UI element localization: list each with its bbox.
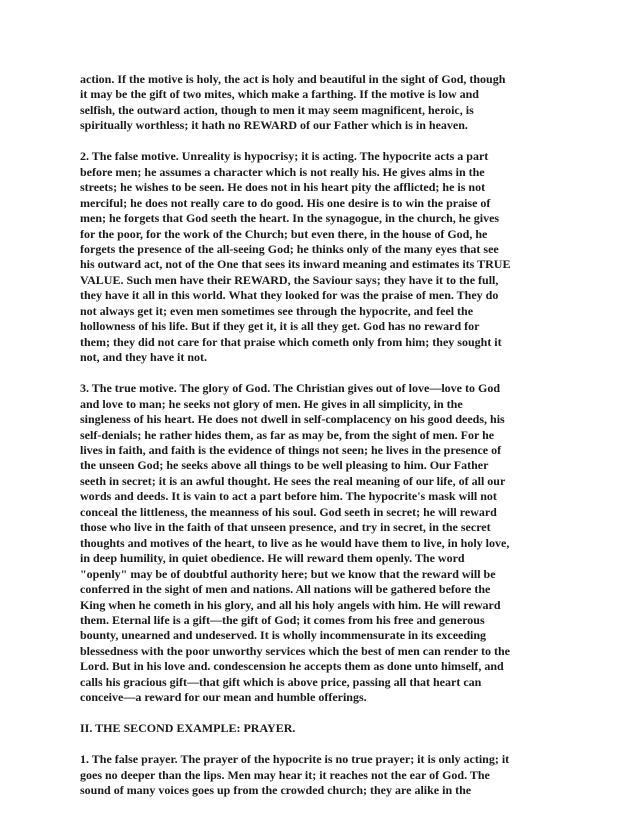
text-line: self-denials; he rather hides them, as far as may be, from the sight of men. For he [80,427,495,442]
text-line: before men; he assumes a character which is not really his. He gives alms in the [80,164,485,179]
text-line: "openly" may be of doubtful authority here; but we know that the reward will be [80,566,496,581]
paragraph-1 [80,72,560,134]
text-line: those who live in the faith of that unseen presence, and try in secret, in the secret [80,520,491,535]
text-line: conceive—a reward for our mean and humble offerings. [80,690,367,705]
text-line: King when he cometh in his glory, and all his holy angels with him. He will reward [80,597,501,612]
text-line: not always get it; even men sometimes see through the hypocrite, and feel the [80,303,474,318]
text-line: conferred in the sight of men and nations. All nations will be gathered before the [80,582,491,597]
text-line: and love to man; he seeks not glory of men. He gives in all simplicity, in the [80,396,463,411]
text-line: calls his gracious gift—that gift which is above price, passing all that heart can [80,674,482,689]
text-line: streets; he wishes to be seen. He does not in his heart pity the afflicted; he is not [80,180,486,195]
paragraph-false-motive [80,149,560,365]
paragraph-false-prayer [80,752,560,798]
text-line: goes no deeper than the lips. Men may hear it; it reaches not the ear of God. The [80,767,490,782]
text-line: 1. The false prayer. The prayer of the hypocrite is no true prayer; it is only acting; it [80,752,510,767]
text-line: Lord. But in his love and. condescension he accepts them as done unto himself, and [80,659,504,674]
text-line: words and deeds. It is vain to act a part before him. The hypocrite's mask will not [80,489,497,504]
text-line: spiritually worthless; it hath no REWARD of our Father which is in heaven. [80,118,468,133]
text-line: forgets the presence of the all-seeing God; he thinks only of the many eyes that see [80,242,499,257]
section-heading [80,721,560,736]
text-line: them. Eternal life is a gift—the gift of God; it comes from his free and generous [80,612,485,627]
text-line: seeth in secret; it is an awful thought. He sees the real meaning of our life, of all our [80,473,506,488]
text-line: bounty, unearned and undeserved. It is wholly incommensurate in its exceeding [80,628,487,643]
text-line: VALUE. Such men have their REWARD, the Saviour says; they have it to the full, [80,272,499,287]
text-line: II. THE SECOND EXAMPLE: PRAYER. [80,721,296,736]
text-line: they have it all in this world. What they looked for was the praise of men. They do [80,288,499,303]
text-line: sound of many voices goes up from the crowded church; they are alike in the [80,783,472,798]
text-line: not, and they have it not. [80,350,208,365]
text-line: 3. The true motive. The glory of God. The Christian gives out of love—love to God [80,381,500,396]
text-line: his outward act, not of the One that sees its inward meaning and estimates its TRUE [80,257,511,272]
text-line: the unseen God; he seeks above all things to be well pleasing to him. Our Father [80,458,489,473]
text-line: men; he forgets that God seeth the heart. In the synagogue, in the church, he gives [80,211,500,226]
text-line: 2. The false motive. Unreality is hypocrisy; it is acting. The hypocrite acts a part [80,149,489,164]
text-line: lives in faith, and faith is the evidence of things not seen; he lives in the presence of [80,442,502,457]
text-line: merciful; he does not really care to do good. His one desire is to win the praise of [80,195,491,210]
text-line: it may be the gift of two mites, which make a farthing. If the motive is low and [80,87,479,102]
text-line: blessedness with the poor unworthy services which the best of men can render to the [80,643,510,658]
text-line: hollowness of his life. But if they get it, it is all they get. God has no reward for [80,319,480,334]
text-line: thoughts and motives of the heart, to live as he would have them to live, in holy love, [80,535,510,550]
text-line: in deep humility, in quiet obedience. He will reward them openly. The word [80,551,465,566]
text-line: conceal the littleness, the meanness of his soul. God seeth in secret; he will reward [80,504,497,519]
text-line: them; they did not care for that praise which cometh only from him; they sought it [80,334,502,349]
text-line: for the poor, for the work of the Church; but even there, in the house of God, he [80,226,488,241]
document-page [80,72,560,814]
text-line: selfish, the outward action, though to men it may seem magnificent, heroic, is [80,102,474,117]
text-line: singleness of his heart. He does not dwell in self-complacency on his good deeds, his [80,412,505,427]
text-line: action. If the motive is holy, the act is holy and beautiful in the sight of God, though [80,72,506,86]
paragraph-true-motive [80,381,560,706]
